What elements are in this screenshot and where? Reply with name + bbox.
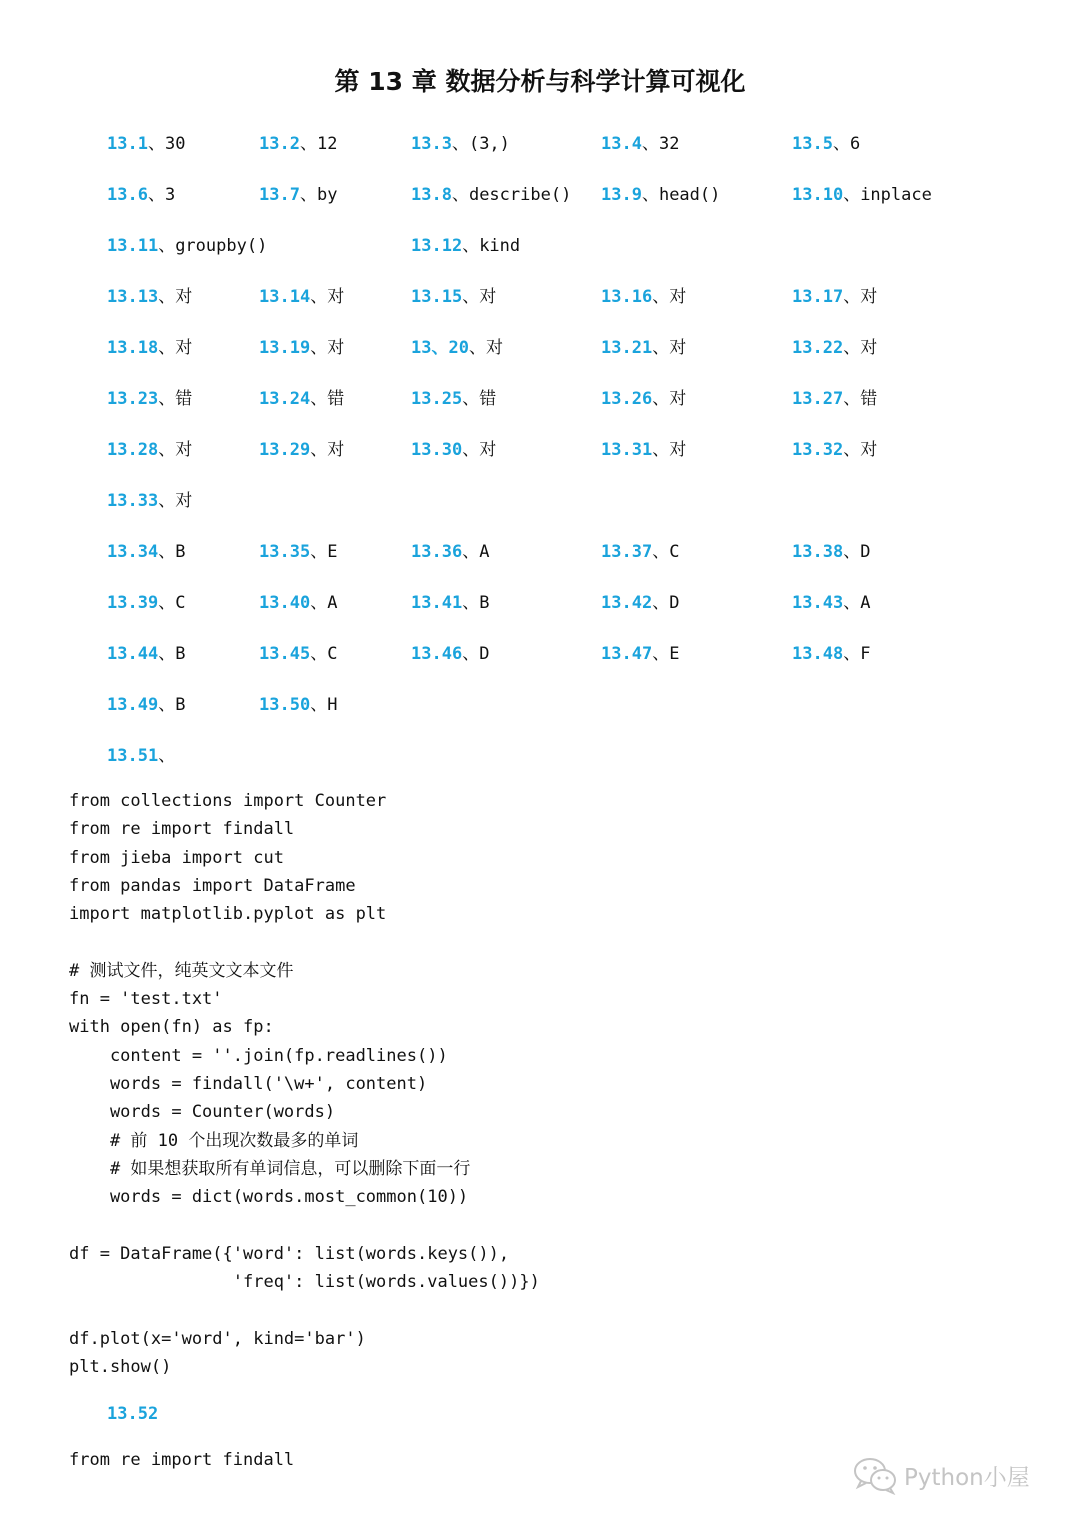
answer-item xyxy=(107,282,192,312)
code-line: 'freq': list(words.values())}) xyxy=(69,1272,540,1293)
question-number: 13.15 xyxy=(411,287,463,307)
question-number: 13.11 xyxy=(107,236,159,256)
answer-row xyxy=(0,129,1080,159)
answer-row xyxy=(0,435,1080,465)
question-number: 13.10 xyxy=(792,185,844,205)
answer-item xyxy=(792,180,932,210)
answer-item xyxy=(601,384,686,414)
answer-value: C xyxy=(327,644,338,664)
question-number: 13.6 xyxy=(107,185,148,205)
answer-value: 对 xyxy=(175,440,193,460)
answer-value: F xyxy=(860,644,871,664)
question-number: 13.13 xyxy=(107,287,159,307)
answer-item xyxy=(259,588,337,618)
question-number: 13.38 xyxy=(792,542,844,562)
answer-item xyxy=(259,537,337,567)
answer-row xyxy=(0,639,1080,669)
question-number: 13.33 xyxy=(107,491,159,511)
question-number: 13.40 xyxy=(259,593,311,613)
answer-item xyxy=(259,690,337,720)
answer-item xyxy=(259,384,344,414)
answer-value: B xyxy=(175,644,186,664)
answer-value: 12 xyxy=(316,134,338,154)
question-number: 13.48 xyxy=(792,644,844,664)
question-number: 13.19 xyxy=(259,338,311,358)
answer-item xyxy=(411,384,496,414)
code-line: df = DataFrame({'word': list(words.keys()), xyxy=(69,1243,510,1264)
question-number: 13.1 xyxy=(107,134,148,154)
separator: 、 xyxy=(652,440,670,460)
answer-value: 对 xyxy=(175,491,193,511)
separator: 、 xyxy=(310,389,328,409)
answer-item xyxy=(259,639,337,669)
answer-value: B xyxy=(175,542,186,562)
code-line: words = Counter(words) xyxy=(69,1102,336,1123)
separator: 、 xyxy=(158,542,176,562)
answer-item xyxy=(107,588,185,618)
question-number: 13.3 xyxy=(411,134,452,154)
answer-value: D xyxy=(479,644,490,664)
answer-value: 错 xyxy=(860,389,878,409)
question-number: 13.41 xyxy=(411,593,463,613)
answer-value: B xyxy=(175,695,186,715)
answer-row xyxy=(0,282,1080,312)
question-number: 13.12 xyxy=(411,236,463,256)
separator: 、 xyxy=(158,236,176,256)
answer-value: 3 xyxy=(164,185,176,205)
code-line: # 如果想获取所有单词信息，可以删除下面一行 xyxy=(69,1158,471,1179)
page-title: 第 13 章 数据分析与科学计算可视化 xyxy=(334,67,746,96)
answer-value: (3,) xyxy=(468,134,510,154)
answer-item xyxy=(601,639,679,669)
code-line: content = ''.join(fp.readlines()) xyxy=(69,1045,448,1066)
question-number: 13.39 xyxy=(107,593,159,613)
answer-item xyxy=(792,639,870,669)
answer-value: 错 xyxy=(479,389,497,409)
answer-item xyxy=(601,180,720,210)
question-number: 13.5 xyxy=(792,134,833,154)
answer-item xyxy=(601,282,686,312)
answer-item xyxy=(411,435,496,465)
code-line xyxy=(69,1296,540,1324)
separator: 、 xyxy=(843,644,861,664)
separator: 、 xyxy=(652,542,670,562)
answer-item xyxy=(411,129,510,159)
answer-value: H xyxy=(327,695,338,715)
answer-value: head() xyxy=(658,185,721,205)
answer-item xyxy=(259,333,344,363)
answer-value: groupby() xyxy=(175,236,268,256)
answer-value: 6 xyxy=(849,134,861,154)
answer-value: 错 xyxy=(175,389,193,409)
answer-item xyxy=(259,282,344,312)
separator: 、 xyxy=(158,644,176,664)
question-number: 13.14 xyxy=(259,287,311,307)
separator: 、 xyxy=(652,593,670,613)
answer-row xyxy=(0,741,1080,771)
separator: 、 xyxy=(462,542,480,562)
separator: 、 xyxy=(652,338,670,358)
separator: 、 xyxy=(158,287,176,307)
answer-item xyxy=(411,282,496,312)
separator: 、 xyxy=(462,389,480,409)
question-number: 13.44 xyxy=(107,644,159,664)
answer-item xyxy=(411,333,503,363)
separator: 、 xyxy=(310,338,328,358)
watermark-text: Python小屋 xyxy=(904,1464,1030,1491)
answer-row xyxy=(0,231,1080,261)
separator: 、 xyxy=(451,134,469,154)
question-number: 13.24 xyxy=(259,389,311,409)
separator: 、 xyxy=(843,338,861,358)
separator: 、 xyxy=(843,593,861,613)
separator: 、 xyxy=(843,287,861,307)
question-number: 13.46 xyxy=(411,644,463,664)
answer-value: A xyxy=(860,593,871,613)
answer-value: describe() xyxy=(468,185,572,205)
answer-item xyxy=(792,588,870,618)
question-number: 13.27 xyxy=(792,389,844,409)
separator: 、 xyxy=(158,440,176,460)
answer-value: A xyxy=(327,593,338,613)
answer-value: 对 xyxy=(860,440,878,460)
answer-item xyxy=(411,231,520,261)
answer-item xyxy=(259,180,337,210)
separator: 、 xyxy=(147,134,165,154)
answer-item xyxy=(601,588,679,618)
answer-item xyxy=(411,537,489,567)
code-line: # 测试文件，纯英文文本文件 xyxy=(69,960,294,981)
answer-item xyxy=(107,180,175,210)
code-line: words = dict(words.most_common(10)) xyxy=(69,1187,469,1208)
question-number: 13.36 xyxy=(411,542,463,562)
question-number: 13.22 xyxy=(792,338,844,358)
answer-value: 对 xyxy=(669,440,687,460)
separator: 、 xyxy=(310,287,328,307)
question-number: 13.16 xyxy=(601,287,653,307)
code-line xyxy=(69,1211,540,1239)
answer-value: 30 xyxy=(164,134,186,154)
question-number: 13.30 xyxy=(411,440,463,460)
separator: 、 xyxy=(310,593,328,613)
answer-value: A xyxy=(479,542,490,562)
answer-item xyxy=(792,537,870,567)
answer-item xyxy=(107,435,192,465)
answer-item xyxy=(792,435,877,465)
answer-value: 对 xyxy=(485,338,503,358)
answer-item xyxy=(107,639,185,669)
answer-item xyxy=(107,129,185,159)
answer-value: inplace xyxy=(860,185,932,205)
separator: 、 xyxy=(652,644,670,664)
answer-value: 对 xyxy=(669,287,687,307)
answer-row xyxy=(0,1399,1080,1429)
answer-value: D xyxy=(860,542,871,562)
answer-item xyxy=(792,282,877,312)
answer-item xyxy=(107,690,185,720)
question-number: 13.26 xyxy=(601,389,653,409)
answer-value: E xyxy=(327,542,338,562)
answer-item xyxy=(601,537,679,567)
separator: 、 xyxy=(843,542,861,562)
code-line: from collections import Counter xyxy=(69,791,387,811)
question-number: 13.29 xyxy=(259,440,311,460)
answer-item xyxy=(601,435,686,465)
code-line: fn = 'test.txt' xyxy=(69,989,223,1010)
code-line: from re import findall xyxy=(69,819,295,840)
answer-item xyxy=(601,129,679,159)
code-block-13-51 xyxy=(69,787,540,1381)
answer-value: 对 xyxy=(860,338,878,358)
separator: 、 xyxy=(158,389,176,409)
question-number: 13.4 xyxy=(601,134,642,154)
question-number: 13.31 xyxy=(601,440,653,460)
separator: 、 xyxy=(462,236,480,256)
separator: 、 xyxy=(462,287,480,307)
answer-row xyxy=(0,180,1080,210)
question-number: 13.18 xyxy=(107,338,159,358)
separator: 、 xyxy=(843,389,861,409)
code-line: from pandas import DataFrame xyxy=(69,875,356,896)
separator: 、 xyxy=(641,185,659,205)
separator: 、 xyxy=(462,644,480,664)
answer-value: B xyxy=(479,593,490,613)
answer-value: 对 xyxy=(327,338,345,358)
separator: 、 xyxy=(451,185,469,205)
answer-value: 对 xyxy=(860,287,878,307)
answer-item xyxy=(107,537,185,567)
answer-value: C xyxy=(175,593,186,613)
separator: 、 xyxy=(299,134,317,154)
answer-item xyxy=(259,435,344,465)
question-number: 13.8 xyxy=(411,185,452,205)
question-number: 13.7 xyxy=(259,185,300,205)
answer-item xyxy=(107,384,192,414)
question-number: 13.42 xyxy=(601,593,653,613)
answer-value: 错 xyxy=(327,389,345,409)
separator: 、 xyxy=(843,440,861,460)
question-number: 13.9 xyxy=(601,185,642,205)
separator: 、 xyxy=(462,440,480,460)
separator: 、 xyxy=(158,593,176,613)
code-line xyxy=(69,928,540,956)
answer-item xyxy=(259,129,337,159)
answer-item xyxy=(792,384,877,414)
answer-item xyxy=(792,333,877,363)
separator: 、 xyxy=(158,491,176,511)
separator: 、 xyxy=(310,440,328,460)
answer-item xyxy=(411,639,489,669)
separator: 、 xyxy=(158,695,176,715)
answer-row xyxy=(0,690,1080,720)
wechat-icon xyxy=(852,1455,898,1495)
code-line: words = findall('\w+', content) xyxy=(69,1073,428,1094)
question-number: 13.47 xyxy=(601,644,653,664)
answer-row xyxy=(0,384,1080,414)
answer-row xyxy=(0,486,1080,516)
separator: 、 xyxy=(843,185,861,205)
separator: 、 xyxy=(310,542,328,562)
code-line: import matplotlib.pyplot as plt xyxy=(69,904,387,925)
question-number: 13.23 xyxy=(107,389,159,409)
answer-row xyxy=(0,537,1080,567)
code-line: with open(fn) as fp: xyxy=(69,1017,274,1038)
answer-item xyxy=(411,180,571,210)
answer-value: 对 xyxy=(327,440,345,460)
answer-value: 对 xyxy=(669,338,687,358)
answer-item xyxy=(601,333,686,363)
separator: 、 xyxy=(462,593,480,613)
question-number: 13.35 xyxy=(259,542,311,562)
answer-value: D xyxy=(669,593,680,613)
answer-item xyxy=(107,486,192,516)
answer-13-52 xyxy=(107,1399,158,1429)
question-number: 13.50 xyxy=(259,695,311,715)
separator: 、 xyxy=(468,338,486,358)
answer-item xyxy=(107,231,267,261)
separator: 、 xyxy=(147,185,165,205)
answer-value: kind xyxy=(479,236,521,256)
separator: 、 xyxy=(832,134,850,154)
answer-value: 对 xyxy=(479,287,497,307)
answer-value: E xyxy=(669,644,680,664)
question-number: 13.2 xyxy=(259,134,300,154)
separator: 、 xyxy=(652,287,670,307)
code-line: # 前 10 个出现次数最多的单词 xyxy=(69,1130,359,1151)
watermark xyxy=(852,1455,1030,1495)
separator: 、 xyxy=(299,185,317,205)
answer-item xyxy=(411,588,489,618)
code-line: from re import findall xyxy=(69,1450,295,1470)
answer-item xyxy=(107,333,192,363)
separator: 、 xyxy=(158,338,176,358)
question-number: 13.21 xyxy=(601,338,653,358)
separator: 、 xyxy=(641,134,659,154)
answer-value: 对 xyxy=(175,338,193,358)
answer-row xyxy=(0,333,1080,363)
answer-value: 对 xyxy=(175,287,193,307)
answer-value: by xyxy=(316,185,338,205)
separator: 、 xyxy=(310,695,328,715)
separator: 、 xyxy=(310,644,328,664)
question-number: 13.52 xyxy=(107,1404,159,1424)
answer-value: C xyxy=(669,542,680,562)
separator: 、 xyxy=(158,746,176,766)
question-number: 13.32 xyxy=(792,440,844,460)
question-number: 13.43 xyxy=(792,593,844,613)
answer-value: 对 xyxy=(327,287,345,307)
code-line: df.plot(x='word', kind='bar') xyxy=(69,1328,366,1349)
question-number: 13.45 xyxy=(259,644,311,664)
question-number: 13.25 xyxy=(411,389,463,409)
code-block-13-52 xyxy=(69,1446,294,1474)
answer-item xyxy=(107,741,175,771)
answer-value: 对 xyxy=(669,389,687,409)
question-number: 13.51 xyxy=(107,746,159,766)
question-number: 13.28 xyxy=(107,440,159,460)
answer-item xyxy=(792,129,860,159)
separator: 、 xyxy=(652,389,670,409)
question-number: 13.49 xyxy=(107,695,159,715)
question-number: 13.34 xyxy=(107,542,159,562)
question-number: 13、20 xyxy=(411,338,469,358)
answer-row xyxy=(0,588,1080,618)
code-line: plt.show() xyxy=(69,1356,172,1377)
code-line: from jieba import cut xyxy=(69,847,284,868)
answer-value: 对 xyxy=(479,440,497,460)
question-number: 13.37 xyxy=(601,542,653,562)
question-number: 13.17 xyxy=(792,287,844,307)
answer-value: 32 xyxy=(658,134,680,154)
